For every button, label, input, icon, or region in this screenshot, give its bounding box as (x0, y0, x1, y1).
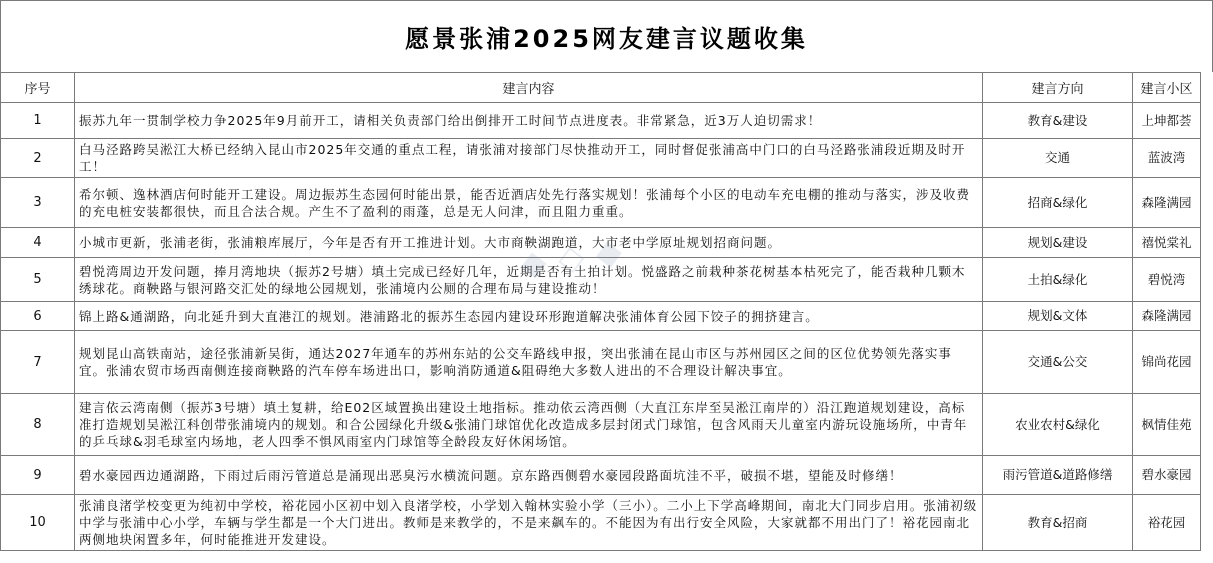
row-direction: 规划&建设 (983, 228, 1133, 258)
row-community: 蓝波湾 (1133, 139, 1201, 178)
row-content: 碧悦湾周边开发问题，捧月湾地块（振苏2号塘）填土完成已经好几年，近期是否有土拍计划。悦盛路之前栽种茶花树基本枯死完了，能否栽种几颗木绣球花。商鞅路与银河路交汇处的绿地公园规划，张浦境内公厕的合理布局与建设推动！ (75, 258, 983, 302)
row-index: 7 (1, 331, 75, 394)
row-direction: 招商&绿化 (983, 178, 1133, 228)
header-content: 建言内容 (75, 73, 983, 103)
header-community: 建言小区 (1133, 73, 1201, 103)
row-content: 希尔顿、逸林酒店何时能开工建设。周边振苏生态园何时能出景，能否近酒店处先行落实规划！张浦每个小区的电动车充电棚的推动与落实，涉及收费的充电桩安装都很快，而且合法合规。产生不了盈利的雨蓬，总是无人问津，而且阻力重重。 (75, 178, 983, 228)
table-row (1, 495, 1201, 551)
row-direction: 规划&文体 (983, 302, 1133, 331)
row-index: 6 (1, 302, 75, 331)
row-direction: 教育&建设 (983, 103, 1133, 139)
row-content: 小城市更新，张浦老街，张浦粮库展厅，今年是否有开工推进计划。大市商鞅湖跑道，大市老中学原址规划招商问题。 (75, 228, 983, 258)
table-row (1, 331, 1201, 394)
row-content: 碧水豪园西边通湖路，下雨过后雨污管道总是涌现出恶臭污水横流问题。京东路西侧碧水豪园段路面坑洼不平，破损不堪，望能及时修缮！ (75, 456, 983, 495)
row-index: 8 (1, 394, 75, 456)
table-row (1, 456, 1201, 495)
table-row (1, 139, 1201, 178)
row-index: 3 (1, 178, 75, 228)
page-title: 愿景张浦2025网友建言议题收集 (405, 25, 808, 53)
row-community: 禧悦棠礼 (1133, 228, 1201, 258)
row-direction: 农业农村&绿化 (983, 394, 1133, 456)
row-index: 4 (1, 228, 75, 258)
table-row (1, 103, 1201, 139)
row-community: 森隆满园 (1133, 302, 1201, 331)
row-content: 张浦良渚学校变更为纯初中学校，裕花园小区初中划入良渚学校，小学划入翰林实验小学（三小）。二小上下学高峰期间，南北大门同步启用。张浦初级中学与张浦中心小学，车辆与学生都是一个大门进出。教师是来教学的，不是来飙车的。不能因为有出行安全风险，大家就都不用出门了！裕花园南北两侧地块闲置多年，何时能推进开发建设。 (75, 495, 983, 551)
row-index: 9 (1, 456, 75, 495)
header-direction: 建言方向 (983, 73, 1133, 103)
row-direction: 土拍&绿化 (983, 258, 1133, 302)
row-content: 锦上路&通湖路，向北延升到大直港江的规划。港浦路北的振苏生态园内建设环形跑道解决张浦体育公园下饺子的拥挤建言。 (75, 302, 983, 331)
row-community: 森隆满园 (1133, 178, 1201, 228)
table-row (1, 178, 1201, 228)
row-community: 枫情佳苑 (1133, 394, 1201, 456)
row-direction: 雨污管道&道路修缮 (983, 456, 1133, 495)
row-community: 上坤都荟 (1133, 103, 1201, 139)
watermark-logo: ◆ ◇ ◆ (517, 231, 625, 285)
row-index: 10 (1, 495, 75, 551)
header-index: 序号 (1, 73, 75, 103)
row-community: 碧悦湾 (1133, 258, 1201, 302)
row-index: 1 (1, 103, 75, 139)
row-community: 锦尚花园 (1133, 331, 1201, 394)
row-direction: 交通&公交 (983, 331, 1133, 394)
header-row (1, 73, 1201, 103)
row-index: 5 (1, 258, 75, 302)
title-bar (0, 0, 1213, 72)
table-row (1, 258, 1201, 302)
table-row (1, 228, 1201, 258)
table-row (1, 302, 1201, 331)
row-content: 规划昆山高铁南站，途径张浦新吴街，通达2027年通车的苏州东站的公交车路线申报，突出张浦在昆山市区与苏州园区之间的区位优势领先落实事宜。张浦农贸市场西南侧连接商鞅路的汽车停车场进出口，影响消防通道&阻碍绝大多数人进出的不合理设计解决事宜。 (75, 331, 983, 394)
row-content: 振苏九年一贯制学校力争2025年9月前开工，请相关负责部门给出倒排开工时间节点进度表。非常紧急，近3万人迫切需求！ (75, 103, 983, 139)
row-direction: 教育&招商 (983, 495, 1133, 551)
row-direction: 交通 (983, 139, 1133, 178)
row-content: 白马泾路跨吴淞江大桥已经纳入昆山市2025年交通的重点工程，请张浦对接部门尽快推动开工，同时督促张浦高中门口的白马泾路张浦段近期及时开工！ (75, 139, 983, 178)
table-row (1, 394, 1201, 456)
row-community: 碧水豪园 (1133, 456, 1201, 495)
row-index: 2 (1, 139, 75, 178)
suggestions-table (0, 72, 1201, 551)
row-content: 建言依云湾南侧（振苏3号塘）填土复耕，给E02区域置换出建设土地指标。推动依云湾西侧（大直江东岸至吴淞江南岸的）沿江跑道规划建设，高标准打造规划吴淞江科创带张浦境内的规划。和合公园绿化升级&张浦门球馆优化改造成多层封闭式门球馆，包含风雨天儿童室内游玩设施场所，中青年的乒乓球&羽毛球室内场地，老人四季不惧风雨室内门球馆等全龄段友好休闲场馆。 (75, 394, 983, 456)
row-community: 裕花园 (1133, 495, 1201, 551)
